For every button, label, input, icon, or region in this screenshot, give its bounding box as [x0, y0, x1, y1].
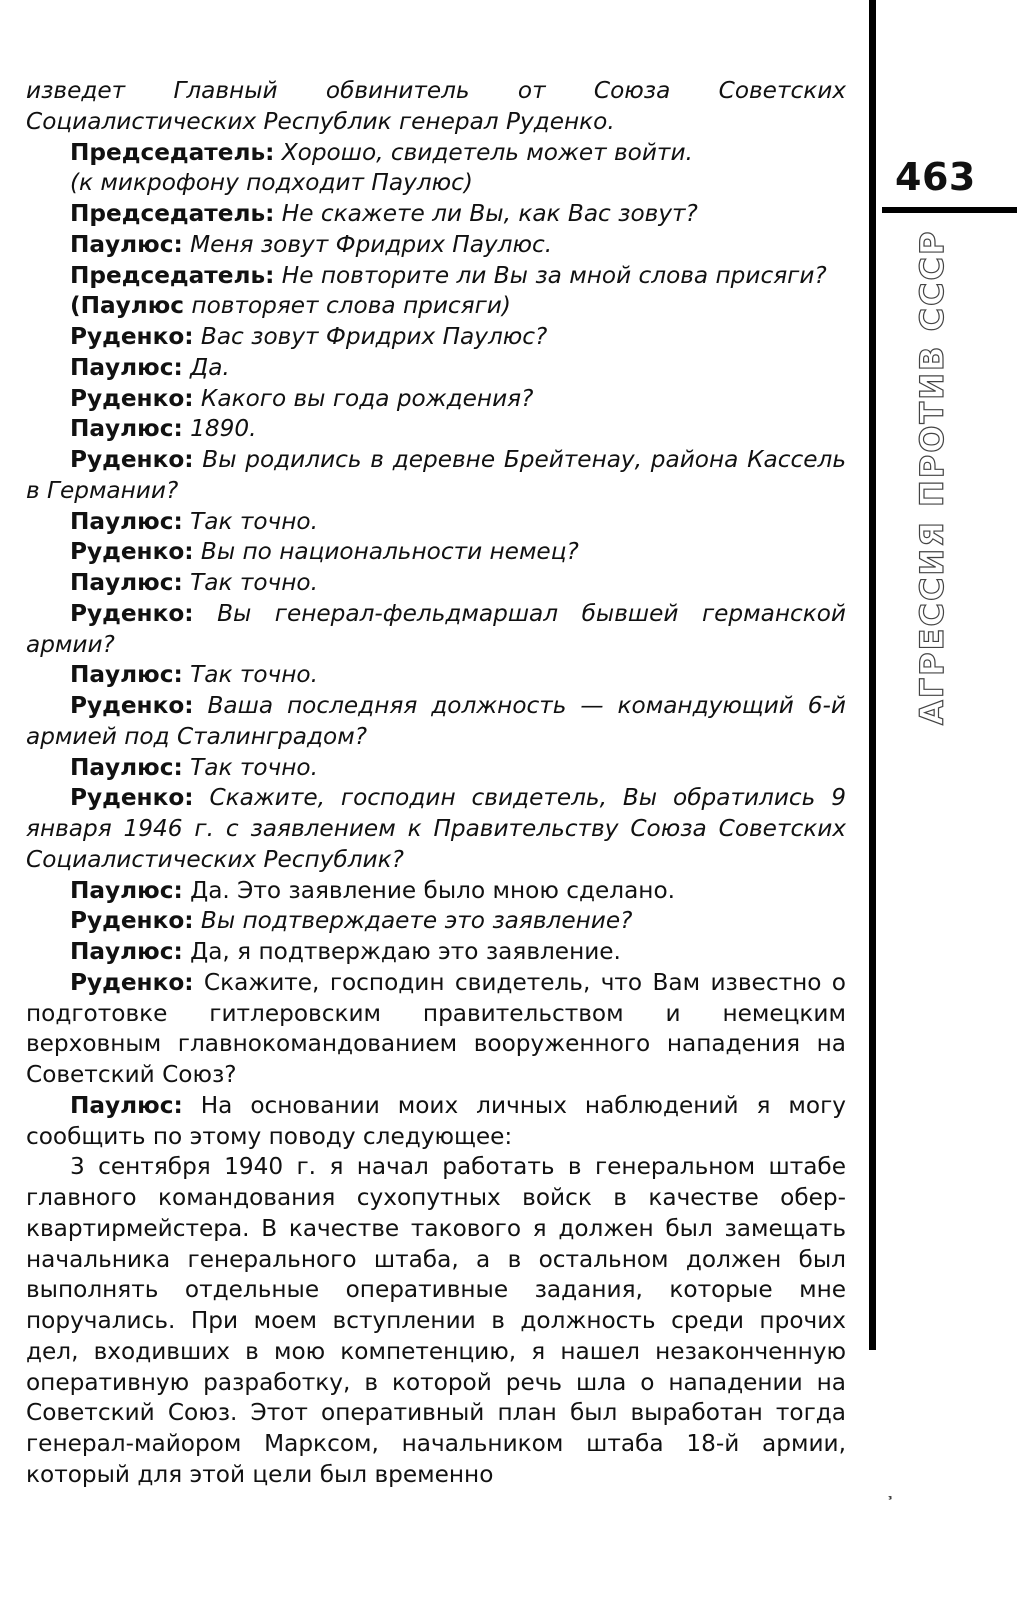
dialogue-text: Так точно.	[190, 569, 318, 596]
paragraph-text: 3 сентября 1940 г. я начал работать в генеральном штабе главного командования сухопутных войск в качестве обер-квартирмейстера. В качестве такового я должен был замещать начальника генерального штаба, а в остальном должен был выполнять отдельные оперативные задания, которые мне поручались. При моем вступлении в должность среди прочих дел, входивших в мою компетенцию, я нашел незаконченную оперативную разработку, в которой речь шла о нападении на Советский Союз. Этот оперативный план был выработан тогда генерал-майором Марксом, начальником штаба 18-й армии, который для этой цели был временно	[26, 1153, 846, 1488]
dialogue-line	[26, 1091, 846, 1153]
dialogue-line	[26, 230, 846, 261]
speaker-label: Паулюс:	[70, 661, 183, 689]
dialogue-text: Так точно.	[190, 661, 318, 689]
dialogue-text: Какого вы года рождения?	[200, 384, 534, 412]
dialogue-line	[26, 353, 846, 384]
dialogue-line	[26, 876, 846, 907]
stage-direction	[26, 168, 846, 199]
margin-mark: ᵌ	[888, 1493, 893, 1506]
dialogue-line	[26, 660, 846, 691]
speaker-label: Руденко:	[70, 968, 194, 996]
dialogue-text: Вы подтверждаете это заявление?	[200, 907, 633, 935]
speaker-label: Паулюс:	[70, 753, 183, 781]
dialogue-line	[26, 138, 846, 169]
dialogue-line	[26, 507, 846, 538]
dialogue-text: Так точно.	[190, 507, 318, 535]
dialogue-text: Не повторите ли Вы за мной слова присяги?	[281, 261, 827, 289]
page-body	[26, 76, 846, 1491]
dialogue-line	[26, 414, 846, 445]
speaker-label: Руденко:	[70, 384, 194, 412]
dialogue-line	[26, 568, 846, 599]
dialogue-line	[26, 199, 846, 230]
vertical-rule	[869, 0, 876, 1350]
speaker-label: Паулюс:	[70, 1091, 183, 1119]
dialogue-line	[26, 599, 846, 661]
dialogue-line	[26, 691, 846, 753]
dialogue-text: Вы генерал-фельдмаршал бывшей германской армии?	[26, 599, 846, 658]
dialogue-text: Вас зовут Фридрих Паулюс?	[200, 323, 548, 350]
paragraph-continuation	[26, 76, 846, 138]
dialogue-line	[26, 445, 846, 507]
dialogue-text: Меня зовут Фридрих Паулюс.	[190, 230, 553, 258]
speaker-label: Председатель:	[70, 138, 275, 166]
dialogue-line	[26, 937, 846, 968]
dialogue-text: Да. Это заявление было мною сделано.	[190, 876, 676, 904]
dialogue-line	[26, 322, 846, 353]
dialogue-line	[26, 384, 846, 415]
dialogue-line	[26, 968, 846, 1091]
speaker-label: Паулюс:	[70, 569, 183, 596]
dialogue-text: Хорошо, свидетель может войти.	[281, 138, 693, 166]
paragraph-text: изведет Главный обвинитель от Союза Советских Социалистических Республик генерал Руденко.	[26, 77, 846, 135]
dialogue-text: Вы по национальности немец?	[200, 538, 579, 566]
running-head: АГРЕССИЯ ПРОТИВ СССР	[913, 229, 951, 725]
dialogue-text: Не скажете ли Вы, как Вас зовут?	[281, 200, 698, 227]
paragraph	[26, 1152, 846, 1490]
speaker-label: Руденко:	[70, 446, 194, 473]
speaker-label: (Паулюс	[70, 292, 185, 320]
speaker-label: Паулюс:	[70, 230, 183, 258]
speaker-label: Паулюс:	[70, 507, 183, 535]
dialogue-line	[26, 261, 846, 292]
dialogue-text: Так точно.	[190, 753, 318, 781]
page-number-rule	[882, 207, 1017, 213]
speaker-label: Председатель:	[70, 200, 275, 227]
dialogue-line	[26, 906, 846, 937]
speaker-label: Руденко:	[70, 907, 194, 935]
dialogue-text: 1890.	[190, 415, 257, 443]
dialogue-text: повторяет слова присяги)	[191, 292, 511, 320]
speaker-label: Руденко:	[70, 692, 194, 719]
dialogue-text: Да.	[190, 353, 230, 381]
dialogue-line	[26, 537, 846, 568]
dialogue-text: Да, я подтверждаю это заявление.	[190, 938, 621, 965]
dialogue-text: Скажите, господин свидетель, что Вам известно о подготовке гитлеровским правительством и немецким верховным главнокомандованием вооруженного нападения на Советский Союз?	[26, 968, 846, 1088]
speaker-label: Председатель:	[70, 261, 275, 289]
speaker-label: Паулюс:	[70, 415, 183, 443]
speaker-label: Руденко:	[70, 599, 194, 627]
dialogue-text: Ваша последняя должность — командующий 6-й армией под Сталинградом?	[26, 692, 846, 750]
dialogue-text: На основании моих личных наблюдений я могу сообщить по этому поводу следующее:	[26, 1091, 847, 1150]
speaker-label: Паулюс:	[70, 938, 183, 965]
dialogue-text: Вы родились в деревне Брейтенау, района Кассель в Германии?	[26, 446, 846, 504]
dialogue-line	[26, 783, 846, 875]
dialogue-text: (к микрофону подходит Паулюс)	[70, 169, 473, 197]
speaker-label: Паулюс:	[70, 876, 183, 904]
stage-direction	[26, 291, 846, 322]
dialogue-line	[26, 753, 846, 784]
speaker-label: Руденко:	[70, 323, 194, 350]
speaker-label: Руденко:	[70, 538, 194, 566]
speaker-label: Паулюс:	[70, 353, 183, 381]
page-number: 463	[895, 155, 976, 199]
speaker-label: Руденко:	[70, 784, 194, 812]
dialogue-text: Скажите, господин свидетель, Вы обратились 9 января 1946 г. с заявлением к Правительству Союза Советских Социалистических Республик?	[26, 784, 847, 873]
